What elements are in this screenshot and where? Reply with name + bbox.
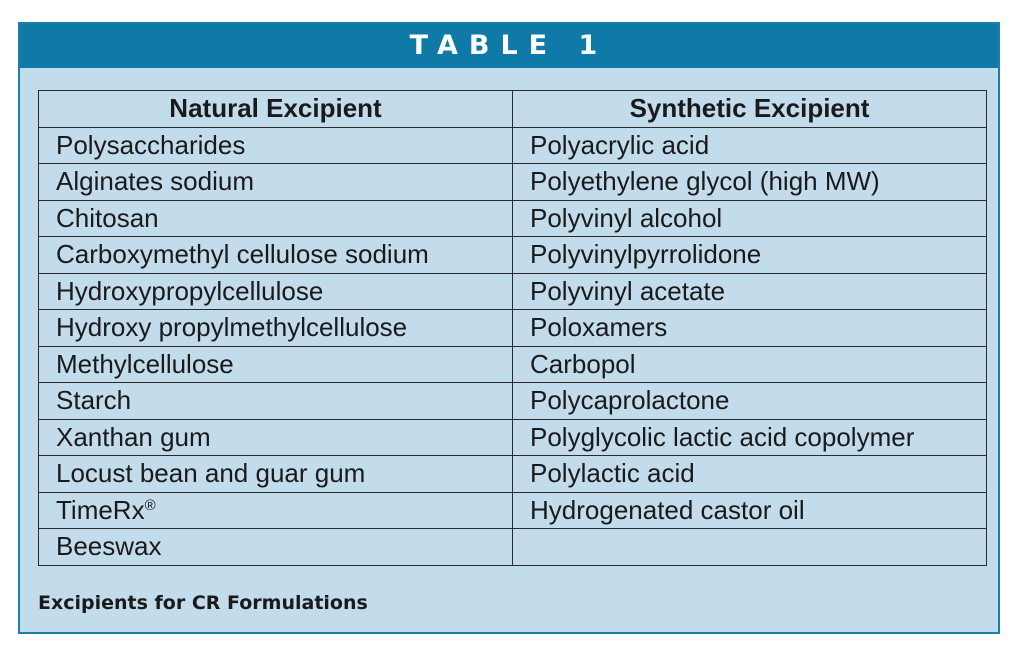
natural-excipient-cell: Polysaccharides: [39, 127, 513, 164]
synthetic-excipient-cell: Polyvinyl alcohol: [513, 200, 987, 237]
header-synthetic-excipient: Synthetic Excipient: [513, 91, 987, 128]
natural-excipient-cell: [39, 492, 513, 529]
natural-excipient-cell: Carboxymethyl cellulose sodium: [39, 237, 513, 274]
synthetic-excipient-cell: Polyvinylpyrrolidone: [513, 237, 987, 274]
natural-excipient-cell: Beeswax: [39, 529, 513, 566]
synthetic-excipient-cell: Polyacrylic acid: [513, 127, 987, 164]
natural-excipient-cell: Hydroxypropylcellulose: [39, 273, 513, 310]
table-row: [39, 310, 987, 347]
natural-excipient-cell: Alginates sodium: [39, 164, 513, 201]
excipients-table: [38, 90, 987, 566]
synthetic-excipient-cell: Polyglycolic lactic acid copolymer: [513, 419, 987, 456]
natural-excipient-cell: Xanthan gum: [39, 419, 513, 456]
table-row: [39, 164, 987, 201]
table-row: [39, 200, 987, 237]
table-row: [39, 127, 987, 164]
synthetic-excipient-cell: Poloxamers: [513, 310, 987, 347]
synthetic-excipient-cell: Carbopol: [513, 346, 987, 383]
synthetic-excipient-cell: Hydrogenated castor oil: [513, 492, 987, 529]
synthetic-excipient-cell: Polyethylene glycol (high MW): [513, 164, 987, 201]
natural-excipient-cell: Starch: [39, 383, 513, 420]
table-row: [39, 419, 987, 456]
table-banner: TABLE 1: [20, 24, 998, 68]
header-natural-excipient: Natural Excipient: [39, 91, 513, 128]
synthetic-excipient-cell: Polylactic acid: [513, 456, 987, 493]
natural-excipient-cell: Chitosan: [39, 200, 513, 237]
table-panel: [18, 22, 1000, 634]
timerx-label: TimeRx: [56, 494, 145, 525]
natural-excipient-cell: Methylcellulose: [39, 346, 513, 383]
synthetic-excipient-cell: Polycaprolactone: [513, 383, 987, 420]
table-row: [39, 456, 987, 493]
table-caption: Excipients for CR Formulations: [38, 592, 368, 614]
natural-excipient-cell: Locust bean and guar gum: [39, 456, 513, 493]
table-row: [39, 346, 987, 383]
header-row: [39, 91, 987, 128]
table-row: [39, 492, 987, 529]
table-row: [39, 383, 987, 420]
synthetic-excipient-cell: Polyvinyl acetate: [513, 273, 987, 310]
natural-excipient-cell: Hydroxy propylmethylcellulose: [39, 310, 513, 347]
registered-trademark-symbol: ®: [144, 496, 156, 514]
table-row: [39, 273, 987, 310]
table-row: [39, 529, 987, 566]
table-row: [39, 237, 987, 274]
synthetic-excipient-cell: [513, 529, 987, 566]
